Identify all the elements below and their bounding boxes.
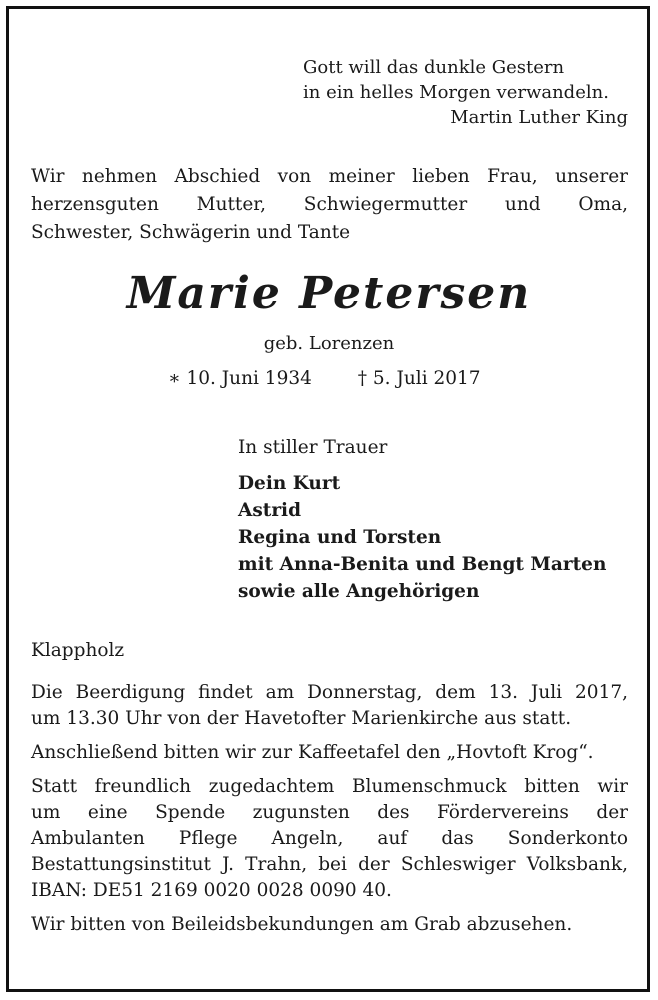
funeral-line: Die Beerdigung findet am Donnerstag, dem 13. Juli 2017, [31, 682, 628, 703]
mourner-name: sowie alle Angehörigen [238, 581, 480, 602]
intro-text [31, 163, 628, 247]
donation-line: IBAN: DE51 2169 0020 0028 0090 40. [31, 880, 392, 901]
quote-line: Gott will das dunkle Gestern [303, 57, 565, 78]
condolence-paragraph: Wir bitten von Beileidsbekundungen am Grab abzusehen. [31, 914, 573, 935]
death-date: † 5. Juli 2017 [357, 368, 481, 389]
quote-line: in ein helles Morgen verwandeln. [303, 82, 609, 103]
place-name: Klappholz [31, 640, 125, 661]
intro-line: herzensguten Mutter, Schwiegermutter und Oma, [31, 194, 628, 215]
mourner-name: mit Anna-Benita und Bengt Marten [238, 554, 607, 575]
funeral-line: um 13.30 Uhr von der Havetofter Marienkirche aus statt. [31, 708, 572, 729]
quote-author: Martin Luther King [450, 107, 628, 128]
mourner-name: Regina und Torsten [238, 527, 442, 548]
donation-line: Ambulanten Pflege Angeln, auf das Sonderkonto [31, 828, 628, 849]
donation-line: Bestattungsinstitut J. Trahn, bei der Schleswiger Volksbank, [31, 854, 628, 875]
donation-paragraph [31, 774, 628, 904]
funeral-details [31, 680, 628, 938]
mourning-heading: In stiller Trauer [238, 437, 388, 458]
mourner-name: Astrid [238, 500, 302, 521]
maiden-name: geb. Lorenzen [263, 333, 395, 354]
donation-line: Statt freundlich zugedachtem Blumenschmuck bitten wir [31, 776, 628, 797]
mourners-list [238, 470, 606, 605]
funeral-paragraph [31, 680, 628, 732]
mourner-name: Dein Kurt [238, 473, 341, 494]
donation-line: um eine Spende zugunsten des Fördervereins der [31, 802, 628, 823]
birth-date: ∗ 10. Juni 1934 [168, 368, 312, 389]
life-dates [168, 368, 498, 389]
intro-line: Schwester, Schwägerin und Tante [31, 222, 351, 243]
reception-paragraph: Anschließend bitten wir zur Kaffeetafel den „Hovtoft Krog“. [31, 742, 594, 763]
deceased-name: Marie Petersen [126, 268, 532, 319]
epigraph-quote [303, 55, 628, 130]
intro-line: Wir nehmen Abschied von meiner lieben Frau, unserer [31, 166, 628, 187]
